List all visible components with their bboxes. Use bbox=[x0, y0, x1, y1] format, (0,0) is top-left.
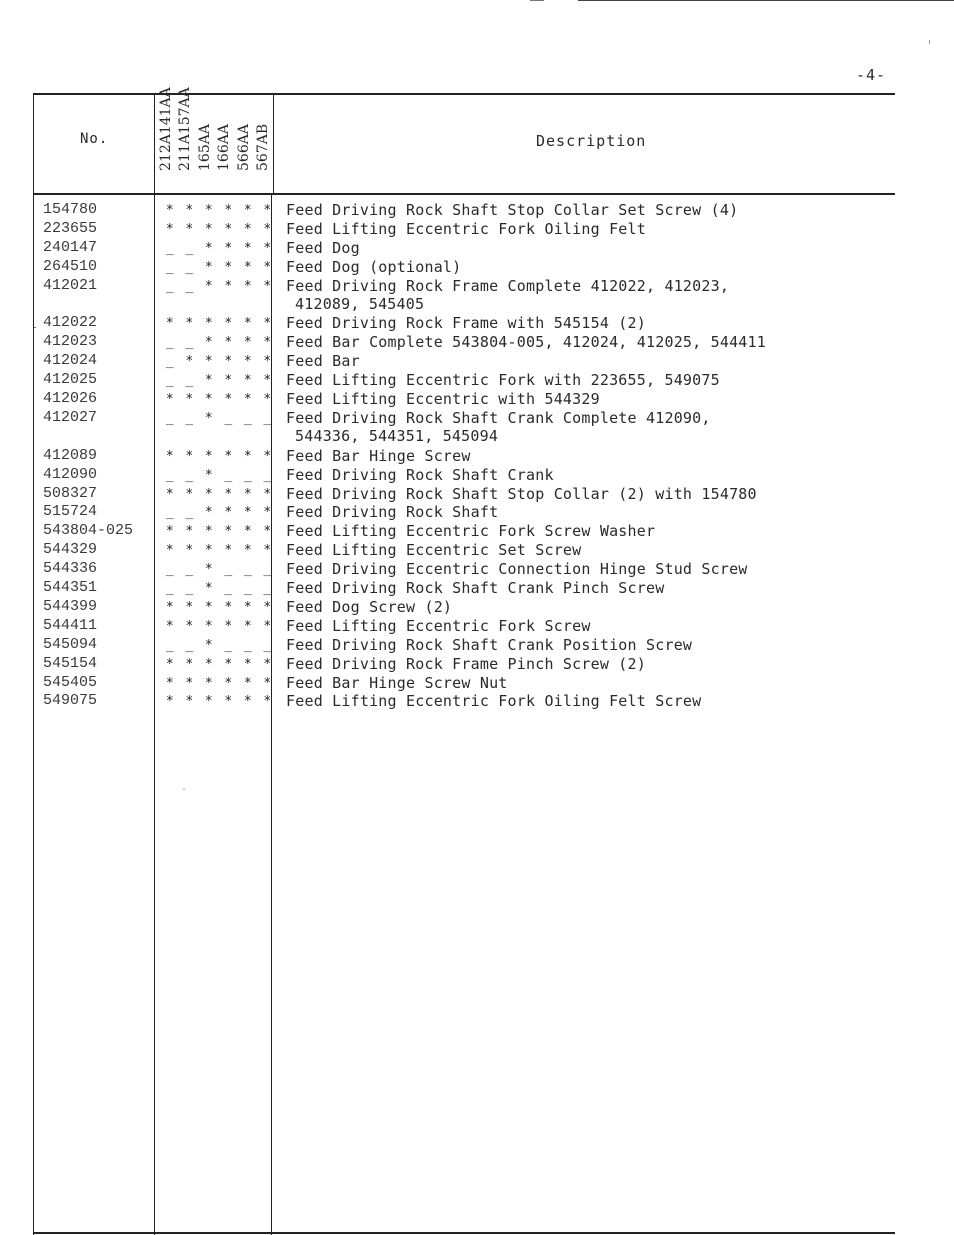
applies-mark: * bbox=[165, 524, 174, 540]
model-header-1: 212A141AA bbox=[158, 87, 174, 171]
not-applicable-mark: _ bbox=[243, 467, 252, 483]
applies-mark: * bbox=[204, 354, 213, 370]
part-description: Feed Driving Rock Frame Pinch Screw (2) bbox=[286, 654, 646, 673]
speck bbox=[183, 788, 185, 790]
part-number: 544411 bbox=[43, 616, 98, 634]
applies-mark: * bbox=[224, 656, 233, 672]
applies-mark: * bbox=[224, 505, 233, 521]
part-number: 264510 bbox=[43, 257, 98, 275]
model-applicability bbox=[160, 600, 277, 616]
parts-table bbox=[33, 87, 895, 1235]
part-description: Feed Driving Eccentric Connection Hinge Stud Screw bbox=[286, 560, 748, 579]
applies-mark: * bbox=[224, 203, 233, 218]
table-row bbox=[33, 333, 895, 352]
applies-mark: * bbox=[165, 656, 174, 672]
not-applicable-mark: _ bbox=[185, 335, 194, 351]
description-column-header: Description bbox=[536, 132, 647, 150]
not-applicable-mark: _ bbox=[243, 637, 252, 653]
applies-mark: * bbox=[243, 618, 252, 634]
not-applicable-mark: _ bbox=[185, 467, 194, 483]
applies-mark: * bbox=[185, 694, 194, 710]
part-number: 549075 bbox=[43, 692, 98, 710]
applies-mark: * bbox=[224, 316, 233, 332]
applies-mark: * bbox=[185, 486, 194, 502]
table-row bbox=[33, 579, 895, 598]
applies-mark: * bbox=[263, 259, 272, 275]
part-description: Feed Lifting Eccentric Fork Oiling Felt bbox=[286, 219, 646, 238]
model-applicability bbox=[160, 543, 277, 559]
applies-mark: * bbox=[263, 392, 272, 407]
part-description-continued: 412089, 545405 bbox=[295, 294, 425, 313]
not-applicable-mark: _ bbox=[185, 373, 194, 389]
applies-mark: * bbox=[185, 524, 194, 540]
applies-mark: * bbox=[243, 524, 252, 540]
applies-mark: * bbox=[204, 581, 213, 596]
not-applicable-mark: _ bbox=[224, 410, 233, 426]
not-applicable-mark: _ bbox=[165, 354, 174, 370]
model-header-6: 567AB bbox=[255, 123, 271, 171]
model-applicability bbox=[160, 487, 277, 503]
not-applicable-mark: _ bbox=[185, 505, 194, 521]
applies-mark: * bbox=[243, 335, 252, 351]
model-applicability bbox=[160, 411, 277, 427]
applies-mark: * bbox=[204, 203, 213, 218]
applies-mark: * bbox=[185, 448, 194, 464]
part-number: 412090 bbox=[43, 465, 98, 483]
applies-mark: * bbox=[165, 203, 174, 218]
part-number: 223655 bbox=[43, 219, 98, 237]
model-header-5: 566AA bbox=[236, 124, 252, 171]
part-number: 240147 bbox=[43, 238, 98, 256]
applies-mark: * bbox=[224, 694, 233, 710]
part-number: 545094 bbox=[43, 635, 98, 653]
applies-mark: * bbox=[204, 316, 213, 332]
part-description: Feed Driving Rock Frame with 545154 (2) bbox=[286, 314, 646, 333]
applies-mark: * bbox=[204, 410, 213, 426]
table-row bbox=[33, 655, 895, 674]
part-description: Feed Bar bbox=[286, 352, 360, 371]
applies-mark: * bbox=[165, 675, 174, 691]
table-row bbox=[33, 314, 895, 333]
applies-mark: * bbox=[204, 278, 213, 294]
applies-mark: * bbox=[263, 373, 272, 389]
applies-mark: * bbox=[165, 618, 174, 634]
applies-mark: * bbox=[204, 373, 213, 389]
model-applicability bbox=[160, 222, 277, 238]
table-row bbox=[33, 371, 895, 390]
part-description: Feed Bar Complete 543804-005, 412024, 412025, 544411 bbox=[286, 333, 766, 352]
applies-mark: * bbox=[204, 524, 213, 540]
applies-mark: * bbox=[243, 656, 252, 672]
part-description: Feed Dog bbox=[286, 238, 360, 257]
page-number: -4- bbox=[856, 66, 887, 84]
applies-mark: * bbox=[224, 448, 233, 464]
model-applicability bbox=[160, 657, 277, 673]
applies-mark: * bbox=[243, 278, 252, 294]
part-number: 515724 bbox=[43, 503, 98, 521]
not-applicable-mark: _ bbox=[224, 562, 233, 578]
applies-mark: * bbox=[224, 335, 233, 351]
not-applicable-mark: _ bbox=[243, 581, 252, 596]
table-row bbox=[33, 466, 895, 485]
applies-mark: * bbox=[204, 221, 213, 237]
applies-mark: * bbox=[185, 675, 194, 691]
table-row bbox=[33, 560, 895, 579]
model-applicability bbox=[160, 505, 277, 521]
not-applicable-mark: _ bbox=[224, 467, 233, 483]
part-description-continued: 544336, 544351, 545094 bbox=[295, 426, 499, 445]
not-applicable-mark: _ bbox=[165, 467, 174, 483]
part-number: 544329 bbox=[43, 541, 98, 559]
not-applicable-mark: _ bbox=[165, 581, 174, 596]
part-number: 154780 bbox=[43, 201, 98, 218]
applies-mark: * bbox=[204, 335, 213, 351]
applies-mark: * bbox=[185, 543, 194, 559]
part-description: Feed Lifting Eccentric Fork with 223655, 549075 bbox=[286, 371, 720, 390]
not-applicable-mark: _ bbox=[263, 467, 272, 483]
part-description: Feed Driving Rock Frame Complete 412022, 412023, bbox=[286, 276, 730, 295]
applies-mark: * bbox=[204, 467, 213, 483]
part-description: Feed Lifting Eccentric Fork Oiling Felt Screw bbox=[286, 692, 702, 711]
not-applicable-mark: _ bbox=[185, 637, 194, 653]
applies-mark: * bbox=[204, 694, 213, 710]
applies-mark: * bbox=[263, 599, 272, 615]
applies-mark: * bbox=[224, 599, 233, 615]
applies-mark: * bbox=[243, 448, 252, 464]
part-number: 545154 bbox=[43, 654, 98, 672]
part-description: Feed Driving Rock Shaft bbox=[286, 503, 499, 522]
part-number: 412026 bbox=[43, 390, 98, 407]
part-number: 544336 bbox=[43, 560, 98, 578]
applies-mark: * bbox=[185, 316, 194, 332]
table-row bbox=[33, 258, 895, 277]
applies-mark: * bbox=[224, 543, 233, 559]
not-applicable-mark: _ bbox=[185, 278, 194, 294]
applies-mark: * bbox=[263, 675, 272, 691]
not-applicable-mark: _ bbox=[224, 637, 233, 653]
applies-mark: * bbox=[243, 221, 252, 237]
part-number: 412023 bbox=[43, 333, 98, 351]
model-header-4: 166AA bbox=[216, 124, 232, 171]
not-applicable-mark: _ bbox=[185, 410, 194, 426]
applies-mark: * bbox=[224, 675, 233, 691]
not-applicable-mark: _ bbox=[185, 581, 194, 596]
not-applicable-mark: _ bbox=[165, 240, 174, 256]
applies-mark: * bbox=[263, 240, 272, 256]
no-column-header: No. bbox=[80, 131, 109, 147]
applies-mark: * bbox=[224, 524, 233, 540]
model-applicability bbox=[160, 581, 277, 597]
column-divider-models-header bbox=[273, 93, 274, 193]
applies-mark: * bbox=[165, 694, 174, 710]
applies-mark: * bbox=[204, 543, 213, 559]
applies-mark: * bbox=[165, 543, 174, 559]
model-applicability bbox=[160, 279, 277, 295]
part-description: Feed Driving Rock Shaft Stop Collar (2) with 154780 bbox=[286, 484, 757, 503]
applies-mark: * bbox=[263, 694, 272, 710]
model-applicability bbox=[160, 203, 277, 219]
applies-mark: * bbox=[224, 259, 233, 275]
applies-mark: * bbox=[165, 599, 174, 615]
applies-mark: * bbox=[224, 278, 233, 294]
model-applicability bbox=[160, 694, 277, 710]
table-bottom-rule bbox=[33, 1232, 895, 1234]
applies-mark: * bbox=[243, 675, 252, 691]
model-applicability bbox=[160, 619, 277, 635]
table-row bbox=[33, 447, 895, 466]
applies-mark: * bbox=[165, 221, 174, 237]
applies-mark: * bbox=[263, 524, 272, 540]
not-applicable-mark: _ bbox=[263, 637, 272, 653]
applies-mark: * bbox=[263, 354, 272, 370]
table-row bbox=[33, 636, 895, 655]
applies-mark: * bbox=[263, 505, 272, 521]
part-description: Feed Bar Hinge Screw bbox=[286, 446, 471, 465]
table-row bbox=[33, 276, 895, 313]
part-number: 412024 bbox=[43, 352, 98, 370]
applies-mark: * bbox=[243, 505, 252, 521]
applies-mark: * bbox=[243, 316, 252, 332]
not-applicable-mark: _ bbox=[185, 259, 194, 275]
not-applicable-mark: _ bbox=[185, 240, 194, 256]
applies-mark: * bbox=[263, 656, 272, 672]
table-row bbox=[33, 674, 895, 693]
model-applicability bbox=[160, 638, 277, 654]
model-applicability bbox=[160, 392, 277, 408]
table-row bbox=[33, 239, 895, 258]
part-description: Feed Dog (optional) bbox=[286, 257, 462, 276]
table-row bbox=[33, 201, 895, 220]
applies-mark: * bbox=[263, 278, 272, 294]
applies-mark: * bbox=[204, 486, 213, 502]
part-number: 412027 bbox=[43, 408, 98, 426]
applies-mark: * bbox=[204, 656, 213, 672]
part-description: Feed Driving Rock Shaft Crank bbox=[286, 465, 554, 484]
part-number: 412089 bbox=[43, 446, 98, 464]
model-applicability bbox=[160, 316, 277, 332]
model-applicability bbox=[160, 562, 277, 578]
applies-mark: * bbox=[224, 618, 233, 634]
applies-mark: * bbox=[243, 354, 252, 370]
model-headers bbox=[155, 87, 273, 189]
model-applicability bbox=[160, 335, 277, 351]
part-number: 412021 bbox=[43, 276, 98, 294]
applies-mark: * bbox=[204, 259, 213, 275]
not-applicable-mark: _ bbox=[263, 410, 272, 426]
applies-mark: * bbox=[204, 675, 213, 691]
table-row bbox=[33, 485, 895, 504]
part-description: Feed Driving Rock Shaft Crank Complete 412090, bbox=[286, 408, 711, 427]
not-applicable-mark: _ bbox=[165, 335, 174, 351]
part-number: 412022 bbox=[43, 314, 98, 332]
not-applicable-mark: _ bbox=[165, 562, 174, 578]
applies-mark: * bbox=[243, 203, 252, 218]
part-number: 508327 bbox=[43, 484, 98, 502]
applies-mark: * bbox=[243, 373, 252, 389]
header-bottom-rule bbox=[33, 193, 895, 195]
part-description: Feed Dog Screw (2) bbox=[286, 597, 453, 616]
part-number: 412025 bbox=[43, 371, 98, 389]
not-applicable-mark: _ bbox=[165, 373, 174, 389]
model-header-3: 165AA bbox=[197, 124, 213, 171]
model-applicability bbox=[160, 373, 277, 389]
not-applicable-mark: _ bbox=[243, 410, 252, 426]
table-row bbox=[33, 598, 895, 617]
table-row bbox=[33, 408, 895, 445]
applies-mark: * bbox=[263, 335, 272, 351]
applies-mark: * bbox=[185, 221, 194, 237]
model-applicability bbox=[160, 676, 277, 692]
applies-mark: * bbox=[263, 448, 272, 464]
table-row bbox=[33, 522, 895, 541]
part-description: Feed Lifting Eccentric Set Screw bbox=[286, 541, 582, 560]
applies-mark: * bbox=[263, 486, 272, 502]
table-row bbox=[33, 503, 895, 522]
not-applicable-mark: _ bbox=[165, 410, 174, 426]
part-number: 544399 bbox=[43, 597, 98, 615]
part-description: Feed Lifting Eccentric Fork Screw bbox=[286, 616, 591, 635]
not-applicable-mark: _ bbox=[185, 562, 194, 578]
applies-mark: * bbox=[224, 373, 233, 389]
applies-mark: * bbox=[204, 618, 213, 634]
applies-mark: * bbox=[185, 392, 194, 407]
applies-mark: * bbox=[185, 203, 194, 218]
part-description: Feed Bar Hinge Screw Nut bbox=[286, 673, 508, 692]
applies-mark: * bbox=[243, 392, 252, 407]
applies-mark: * bbox=[185, 656, 194, 672]
applies-mark: * bbox=[185, 354, 194, 370]
applies-mark: * bbox=[204, 637, 213, 653]
table-row bbox=[33, 220, 895, 239]
applies-mark: * bbox=[243, 486, 252, 502]
part-description: Feed Driving Rock Shaft Crank Pinch Screw bbox=[286, 579, 665, 597]
applies-mark: * bbox=[204, 448, 213, 464]
applies-mark: * bbox=[204, 240, 213, 256]
applies-mark: * bbox=[204, 599, 213, 615]
part-description: Feed Driving Rock Shaft Crank Position Screw bbox=[286, 635, 693, 654]
applies-mark: * bbox=[204, 505, 213, 521]
model-applicability bbox=[160, 241, 277, 257]
applies-mark: * bbox=[263, 221, 272, 237]
part-number: 544351 bbox=[43, 579, 98, 596]
not-applicable-mark: _ bbox=[263, 562, 272, 578]
margin-mark bbox=[929, 40, 930, 44]
applies-mark: * bbox=[165, 316, 174, 332]
model-applicability bbox=[160, 354, 277, 370]
part-description: Feed Lifting Eccentric Fork Screw Washer bbox=[286, 522, 656, 541]
not-applicable-mark: _ bbox=[165, 637, 174, 653]
not-applicable-mark: _ bbox=[263, 581, 272, 596]
not-applicable-mark: _ bbox=[165, 259, 174, 275]
model-applicability bbox=[160, 260, 277, 276]
applies-mark: * bbox=[243, 259, 252, 275]
part-description: Feed Lifting Eccentric with 544329 bbox=[286, 390, 600, 408]
table-row bbox=[33, 541, 895, 560]
applies-mark: * bbox=[224, 221, 233, 237]
not-applicable-mark: _ bbox=[224, 581, 233, 596]
applies-mark: * bbox=[165, 486, 174, 502]
not-applicable-mark: _ bbox=[165, 278, 174, 294]
not-applicable-mark: _ bbox=[243, 562, 252, 578]
model-applicability bbox=[160, 524, 277, 540]
applies-mark: * bbox=[224, 240, 233, 256]
model-applicability bbox=[160, 449, 277, 465]
part-number: 543804-025 bbox=[43, 522, 134, 540]
applies-mark: * bbox=[165, 448, 174, 464]
applies-mark: * bbox=[224, 486, 233, 502]
applies-mark: * bbox=[243, 543, 252, 559]
applies-mark: * bbox=[263, 203, 272, 218]
top-edge-mark bbox=[530, 0, 544, 1]
applies-mark: * bbox=[243, 694, 252, 710]
table-row bbox=[33, 617, 895, 636]
not-applicable-mark: _ bbox=[165, 505, 174, 521]
applies-mark: * bbox=[224, 392, 233, 407]
applies-mark: * bbox=[224, 354, 233, 370]
part-number: 545405 bbox=[43, 673, 98, 691]
applies-mark: * bbox=[263, 316, 272, 332]
applies-mark: * bbox=[243, 599, 252, 615]
applies-mark: * bbox=[263, 543, 272, 559]
model-applicability bbox=[160, 468, 277, 484]
table-row bbox=[33, 352, 895, 371]
top-edge-line bbox=[578, 0, 954, 1]
applies-mark: * bbox=[204, 392, 213, 407]
applies-mark: * bbox=[185, 599, 194, 615]
applies-mark: * bbox=[243, 240, 252, 256]
model-header-2: 211A157AA bbox=[177, 87, 193, 171]
applies-mark: * bbox=[204, 562, 213, 578]
table-row bbox=[33, 390, 895, 409]
applies-mark: * bbox=[185, 618, 194, 634]
applies-mark: * bbox=[165, 392, 174, 407]
table-row bbox=[33, 692, 895, 711]
part-description: Feed Driving Rock Shaft Stop Collar Set Screw (4) bbox=[286, 201, 739, 219]
applies-mark: * bbox=[263, 618, 272, 634]
